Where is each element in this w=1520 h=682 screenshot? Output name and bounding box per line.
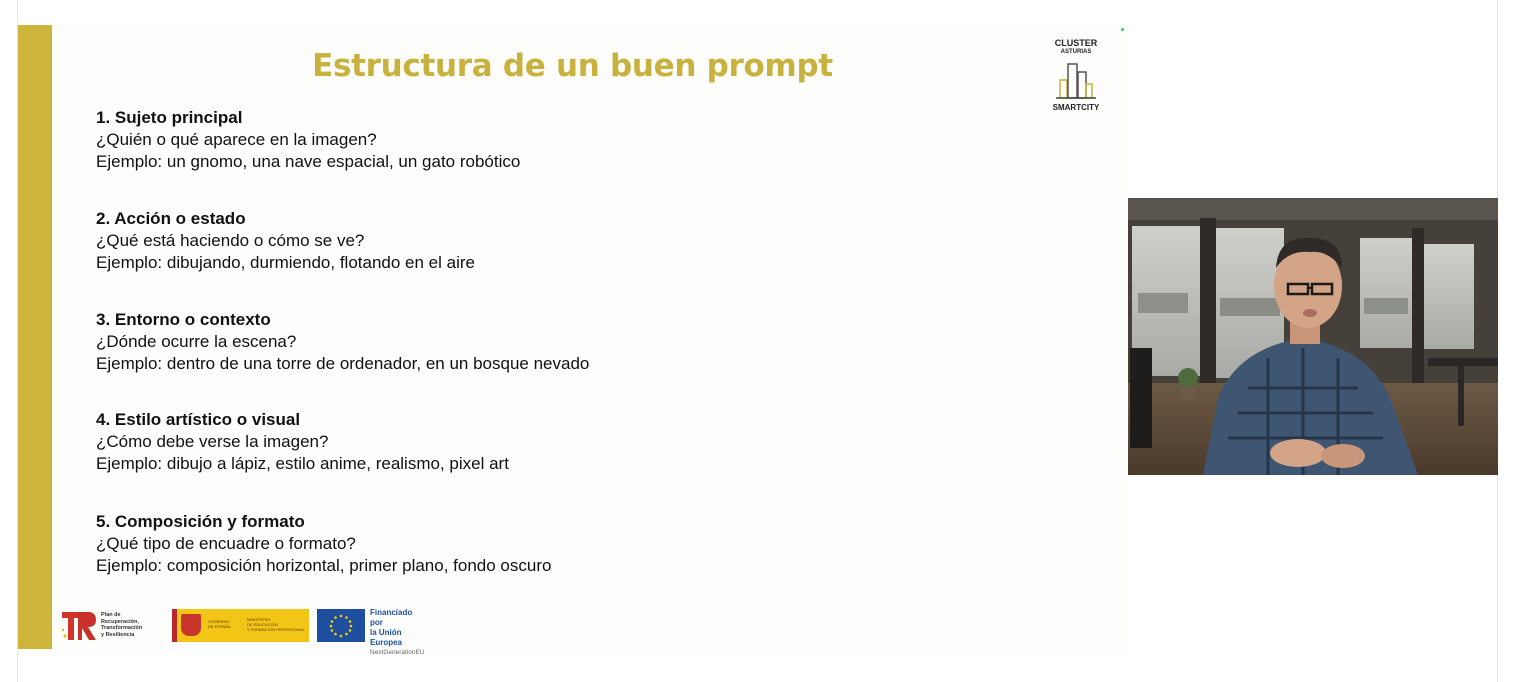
gobierno-line: DE ESPAÑA <box>208 624 231 629</box>
section-example: Ejemplo: dibujando, durmiendo, flotando en el aire <box>96 253 475 272</box>
flag-stripe <box>172 609 177 642</box>
eu-line: NextGenerationEU <box>370 649 425 656</box>
logo-text-cluster: CLUSTER <box>1054 38 1098 48</box>
section-accion <box>96 208 475 274</box>
section-heading: 3. Entorno o contexto <box>96 310 271 329</box>
section-question: ¿Dónde ocurre la escena? <box>96 332 297 351</box>
section-example: Ejemplo: un gnomo, una nave espacial, un gato robótico <box>96 152 521 171</box>
ministerio-line: Y FORMACIÓN PROFESIONAL <box>247 627 305 632</box>
slide-title: Estructura de un buen prompt <box>312 48 833 84</box>
section-estilo <box>96 409 509 475</box>
prtr-line: Recuperación, <box>101 618 139 625</box>
section-question: ¿Qué está haciendo o cómo se ve? <box>96 231 365 250</box>
ministerio-line: MINISTERIO <box>247 617 271 622</box>
section-question: ¿Quién o qué aparece en la imagen? <box>96 130 377 149</box>
eu-line: Financiado por <box>370 608 413 627</box>
section-heading: 2. Acción o estado <box>96 209 246 228</box>
section-heading: 1. Sujeto principal <box>96 108 243 127</box>
prtr-line: y Resiliencia <box>101 631 135 638</box>
cluster-logo <box>1040 38 1112 118</box>
section-example: Ejemplo: composición horizontal, primer plano, fondo oscuro <box>96 556 552 575</box>
section-heading: 4. Estilo artístico o visual <box>96 410 301 429</box>
eu-funding-text <box>370 608 425 658</box>
section-question: ¿Cómo debe verse la imagen? <box>96 432 329 451</box>
ministerio-line: DE EDUCACIÓN <box>247 622 278 627</box>
prtr-logo-icon <box>62 610 98 642</box>
webcam-video[interactable] <box>1128 198 1498 475</box>
prtr-line: Transformación <box>101 625 143 631</box>
section-heading: 5. Composición y formato <box>96 512 305 531</box>
section-example: Ejemplo: dentro de una torre de ordenador, en un bosque nevado <box>96 354 590 373</box>
logo-text-asturias: ASTURIAS <box>1060 49 1092 55</box>
eu-line: la Unión Europea <box>370 628 403 647</box>
status-dot <box>1121 28 1124 31</box>
section-question: ¿Qué tipo de encuadre o formato? <box>96 534 356 553</box>
coat-of-arms-icon <box>181 614 201 636</box>
gobierno-ministerio-logo <box>172 609 309 642</box>
section-composicion <box>96 511 551 577</box>
buildings-icon <box>1056 58 1096 100</box>
eu-flag-icon <box>317 609 365 642</box>
section-sujeto <box>96 107 520 173</box>
prtr-line: Plan de <box>101 612 121 618</box>
ministerio-text <box>247 617 307 632</box>
gobierno-text <box>208 619 238 629</box>
gobierno-line: GOBIERNO <box>208 619 230 624</box>
section-example: Ejemplo: dibujo a lápiz, estilo anime, realismo, pixel art <box>96 454 509 473</box>
logo-text-smartcity: SMARTCITY <box>1052 103 1100 112</box>
webcam-feed-icon <box>1128 198 1498 475</box>
accent-bar <box>18 25 52 649</box>
section-entorno <box>96 309 589 375</box>
prtr-text <box>101 612 161 638</box>
